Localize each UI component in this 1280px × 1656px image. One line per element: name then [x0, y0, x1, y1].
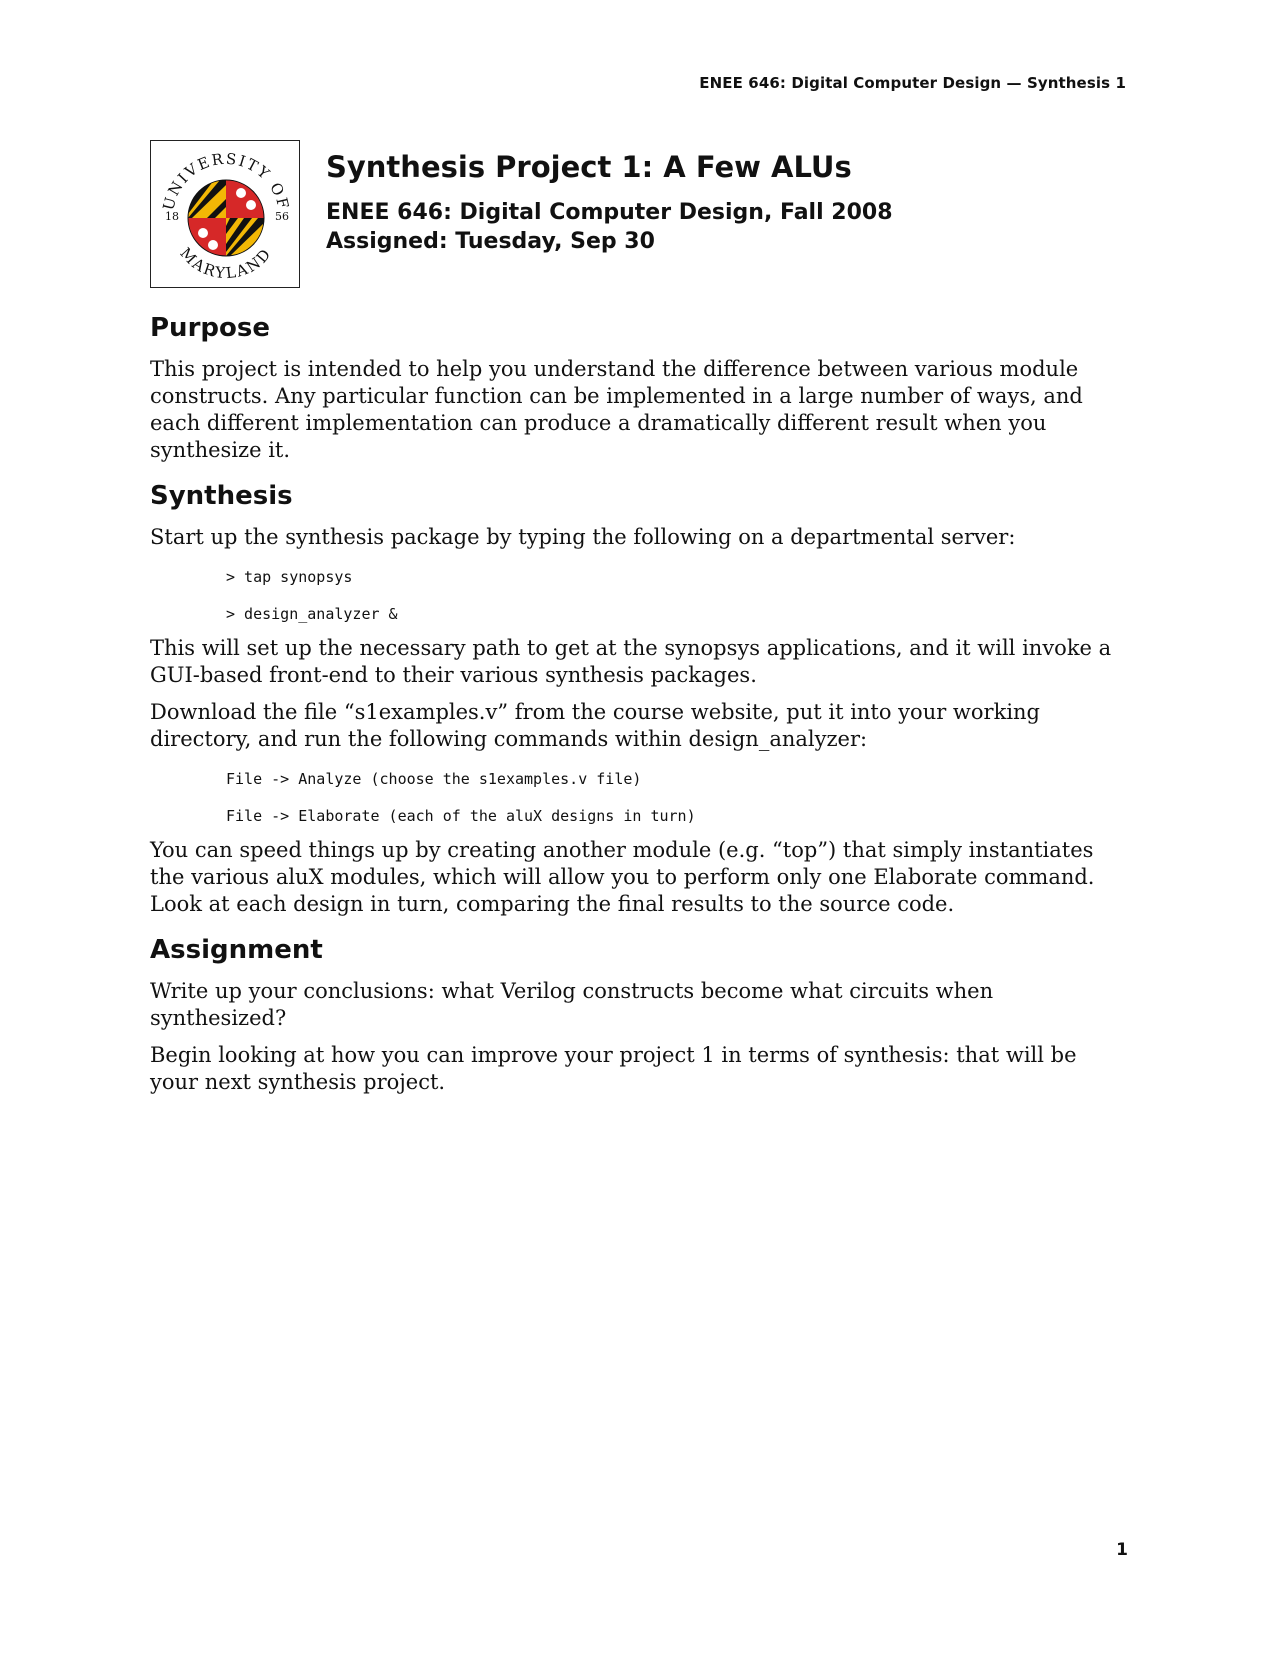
assignment-paragraph-1: Write up your conclusions: what Verilog constructs become what circuits when synthesized?: [150, 979, 994, 1030]
seal-bottom-text: MARYLAND: [176, 244, 276, 283]
seal-top-text: UNIVERSITY OF: [159, 149, 293, 213]
synthesis-paragraph-4: You can speed things up by creating another module (e.g. “top”) that simply instantiates the various aluX modules, which will allow you to perform only one Elaborate command. Look at each design in turn, comparing the final results to the source code.: [150, 838, 1095, 916]
seal-year-right: 56: [275, 210, 289, 223]
synthesis-paragraph-3: Download the file “s1examples.v” from the course website, put it into your working directory, and run the following commands within design_analyzer:: [150, 700, 1040, 751]
university-seal-logo: [150, 140, 300, 288]
assignment-section: [150, 932, 1130, 1096]
assigned-date: Assigned: Tuesday, Sep 30: [326, 229, 655, 254]
document-title: Synthesis Project 1: A Few ALUs: [326, 150, 852, 184]
maryland-seal-icon: [151, 141, 301, 289]
purpose-heading: Purpose: [150, 313, 270, 343]
seal-year-left: 18: [165, 210, 179, 223]
synthesis-section: [150, 478, 1130, 918]
synthesis-heading: Synthesis: [150, 481, 293, 511]
code-line: > tap synopsys: [226, 568, 353, 586]
purpose-paragraph: This project is intended to help you understand the difference between various module constructs. Any particular function can be implemented in a large number of ways, and each different implementation can produce a dramatically different result when you synthesize it.: [150, 357, 1083, 462]
code-line: > design_analyzer &: [226, 605, 398, 623]
running-head: ENEE 646: Digital Computer Design — Synthesis 1: [699, 74, 1126, 92]
assignment-heading: Assignment: [150, 935, 323, 965]
page-number: 1: [1116, 1540, 1128, 1560]
code-line: File -> Analyze (choose the s1examples.v file): [226, 770, 642, 788]
document-body: [150, 310, 1130, 1110]
assignment-paragraph-2: Begin looking at how you can improve your project 1 in terms of synthesis: that will be your next synthesis project.: [150, 1043, 1077, 1094]
code-line: File -> Elaborate (each of the aluX designs in turn): [226, 807, 696, 825]
course-subtitle: ENEE 646: Digital Computer Design, Fall 2008: [326, 200, 893, 225]
purpose-section: [150, 310, 1130, 464]
synthesis-intro: Start up the synthesis package by typing the following on a departmental server:: [150, 525, 1016, 549]
synthesis-paragraph-2: This will set up the necessary path to get at the synopsys applications, and it will invoke a GUI-based front-end to their various synthesis packages.: [150, 636, 1112, 687]
title-block: [326, 150, 893, 256]
